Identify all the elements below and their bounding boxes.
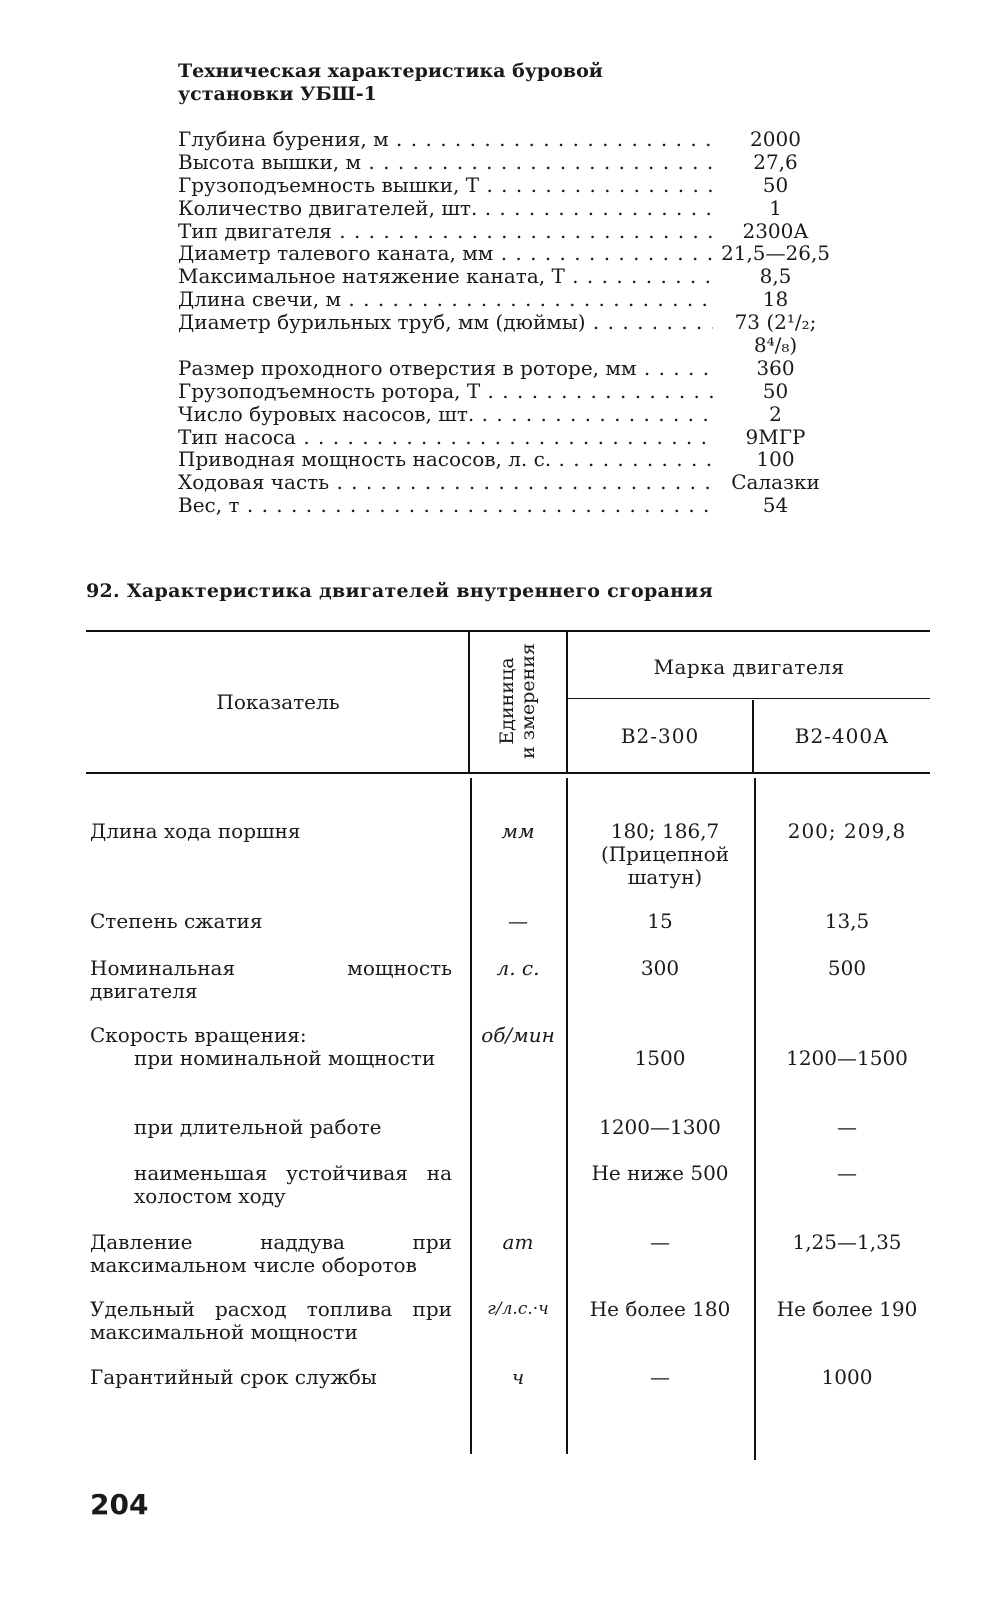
spec-value: 54 — [762, 493, 789, 518]
header-col-v2-400a: В2-400А — [794, 724, 890, 748]
row-value-1: — — [650, 1365, 670, 1389]
page-number: 204 — [90, 1488, 149, 1521]
spec-row — [178, 220, 858, 243]
spec-label: Глубина бурения, м . . . — [178, 128, 713, 151]
spec-row — [178, 265, 858, 288]
spec-label: Число буровых насосов, шт. . . . — [178, 403, 713, 426]
row-value-1: 300 — [640, 956, 680, 980]
row-value-2: Не более 190 — [776, 1297, 918, 1321]
spec-value: 1 — [769, 195, 782, 220]
spec-row — [178, 311, 858, 357]
header-unit-line2: и змерения — [517, 643, 539, 759]
row-value-2: 1200—1500 — [786, 1046, 908, 1070]
row-indicator: Степень сжатия — [90, 909, 263, 933]
row-value-1: 1500 — [634, 1046, 686, 1070]
row-value-1: Не более 180 — [589, 1297, 731, 1321]
spec-label: Максимальное натяжение каната, Т . . . — [178, 265, 713, 288]
spec-value: 100 — [756, 447, 795, 472]
spec-row — [178, 174, 858, 197]
row-unit: г/л.с.·ч — [487, 1299, 549, 1319]
row-unit: — — [508, 909, 528, 933]
spec-value: Салазки — [731, 470, 820, 495]
row-indicator: Гарантийный срок службы — [90, 1365, 377, 1389]
header-col-v2-300: В2-300 — [620, 724, 700, 748]
spec-value: 9МГР — [745, 424, 806, 449]
spec-label: Тип насоса . . . — [178, 426, 713, 449]
header-brand: Марка двигателя — [653, 655, 845, 679]
spec-label: Размер проходного отверстия в роторе, мм . . . — [178, 357, 713, 380]
header-divider — [566, 632, 568, 772]
spec-label: Ходовая часть . . . — [178, 471, 713, 494]
spec-value: 18 — [762, 287, 789, 312]
spec-row — [178, 471, 858, 494]
spec-label: Приводная мощность насосов, л. с. . . . — [178, 448, 713, 471]
row-value-1: 1200—1300 — [599, 1115, 721, 1139]
header-sub-rule — [568, 698, 930, 699]
row-value-2: 200; 209,8 — [787, 819, 907, 843]
row-value-2: 1000 — [821, 1365, 873, 1389]
row-unit: ч — [511, 1365, 525, 1389]
row-indicator: Скорость вращения: — [90, 1023, 307, 1047]
spec-row — [178, 128, 858, 151]
spec-row — [178, 494, 858, 517]
spec-label: Тип двигателя . . . — [178, 220, 713, 243]
row-indicator: Давление наддува при максимальном числе оборотов — [90, 1230, 452, 1277]
spec-title: Техническая характеристика буровой установки УБШ-1 — [178, 60, 603, 105]
spec-row — [178, 426, 858, 449]
row-value-1: — — [650, 1230, 670, 1254]
row-value-1: 180; 186,7 (Прицепной шатун) — [600, 819, 730, 889]
row-indicator: Номинальная мощность двигателя — [90, 956, 452, 1003]
spec-label: Диаметр бурильных труб, мм (дюймы) . . . — [178, 311, 713, 334]
spec-value — [713, 311, 838, 357]
spec-label: Диаметр талевого каната, мм . . . — [178, 242, 713, 265]
header-unit — [470, 632, 566, 770]
row-value-2: — — [837, 1161, 857, 1185]
spec-value: 27,6 — [753, 149, 798, 174]
spec-value: 2300А — [742, 218, 809, 243]
header-unit-text — [497, 643, 539, 759]
header-unit-line1: Единица — [496, 657, 518, 745]
row-unit: об/мин — [481, 1023, 555, 1047]
spec-row — [178, 288, 858, 311]
spec-row — [178, 380, 858, 403]
spec-label: Вес, т . . . — [178, 494, 713, 517]
spec-value: 21,5—26,5 — [720, 241, 831, 266]
row-unit: мм — [501, 819, 535, 843]
spec-row — [178, 448, 858, 471]
spec-label: Высота вышки, м . . . — [178, 151, 713, 174]
spec-row — [178, 403, 858, 426]
spec-label: Грузоподъемность ротора, Т . . . — [178, 380, 713, 403]
table-title: 92. Характеристика двигателей внутреннего сгорания — [86, 580, 714, 602]
spec-row — [178, 357, 858, 380]
column-divider — [470, 778, 472, 1454]
row-indicator: наименьшая устойчивая на холостом ходу — [134, 1161, 452, 1208]
row-value-2: 1,25—1,35 — [792, 1230, 902, 1254]
row-unit: л. с. — [496, 956, 540, 980]
spec-label: Количество двигателей, шт. . . . — [178, 197, 713, 220]
row-value-2: 13,5 — [824, 909, 870, 933]
row-indicator: Удельный расход топлива при максимальной мощности — [90, 1297, 452, 1344]
row-indicator: при номинальной мощности — [134, 1046, 436, 1070]
spec-label: Длина свечи, м . . . — [178, 288, 713, 311]
spec-value: 50 — [762, 378, 789, 403]
spec-value: 2000 — [750, 127, 801, 151]
spec-value: 50 — [762, 172, 789, 197]
spec-row — [178, 242, 858, 265]
spec-value-line: 8⁴/₈) — [753, 333, 798, 358]
row-value-2: 500 — [827, 956, 867, 980]
spec-row — [178, 151, 858, 174]
row-value-2: — — [837, 1115, 857, 1139]
row-indicator: при длительной работе — [134, 1115, 382, 1139]
header-indicator: Показатель — [216, 690, 340, 714]
spec-value: 2 — [769, 401, 782, 426]
spec-row — [178, 197, 858, 220]
row-indicator: Длина хода поршня — [90, 819, 301, 843]
spec-value-line: 73 (2¹/₂; — [734, 310, 817, 335]
header-bottom-rule — [86, 772, 930, 774]
row-unit: ат — [502, 1230, 534, 1254]
spec-value: 8,5 — [759, 264, 792, 289]
spec-label: Грузоподъемность вышки, Т . . . — [178, 174, 713, 197]
spec-list — [178, 128, 858, 517]
row-value-1: Не ниже 500 — [591, 1161, 729, 1185]
spec-value: 360 — [756, 355, 795, 380]
row-value-1: 15 — [647, 909, 673, 933]
